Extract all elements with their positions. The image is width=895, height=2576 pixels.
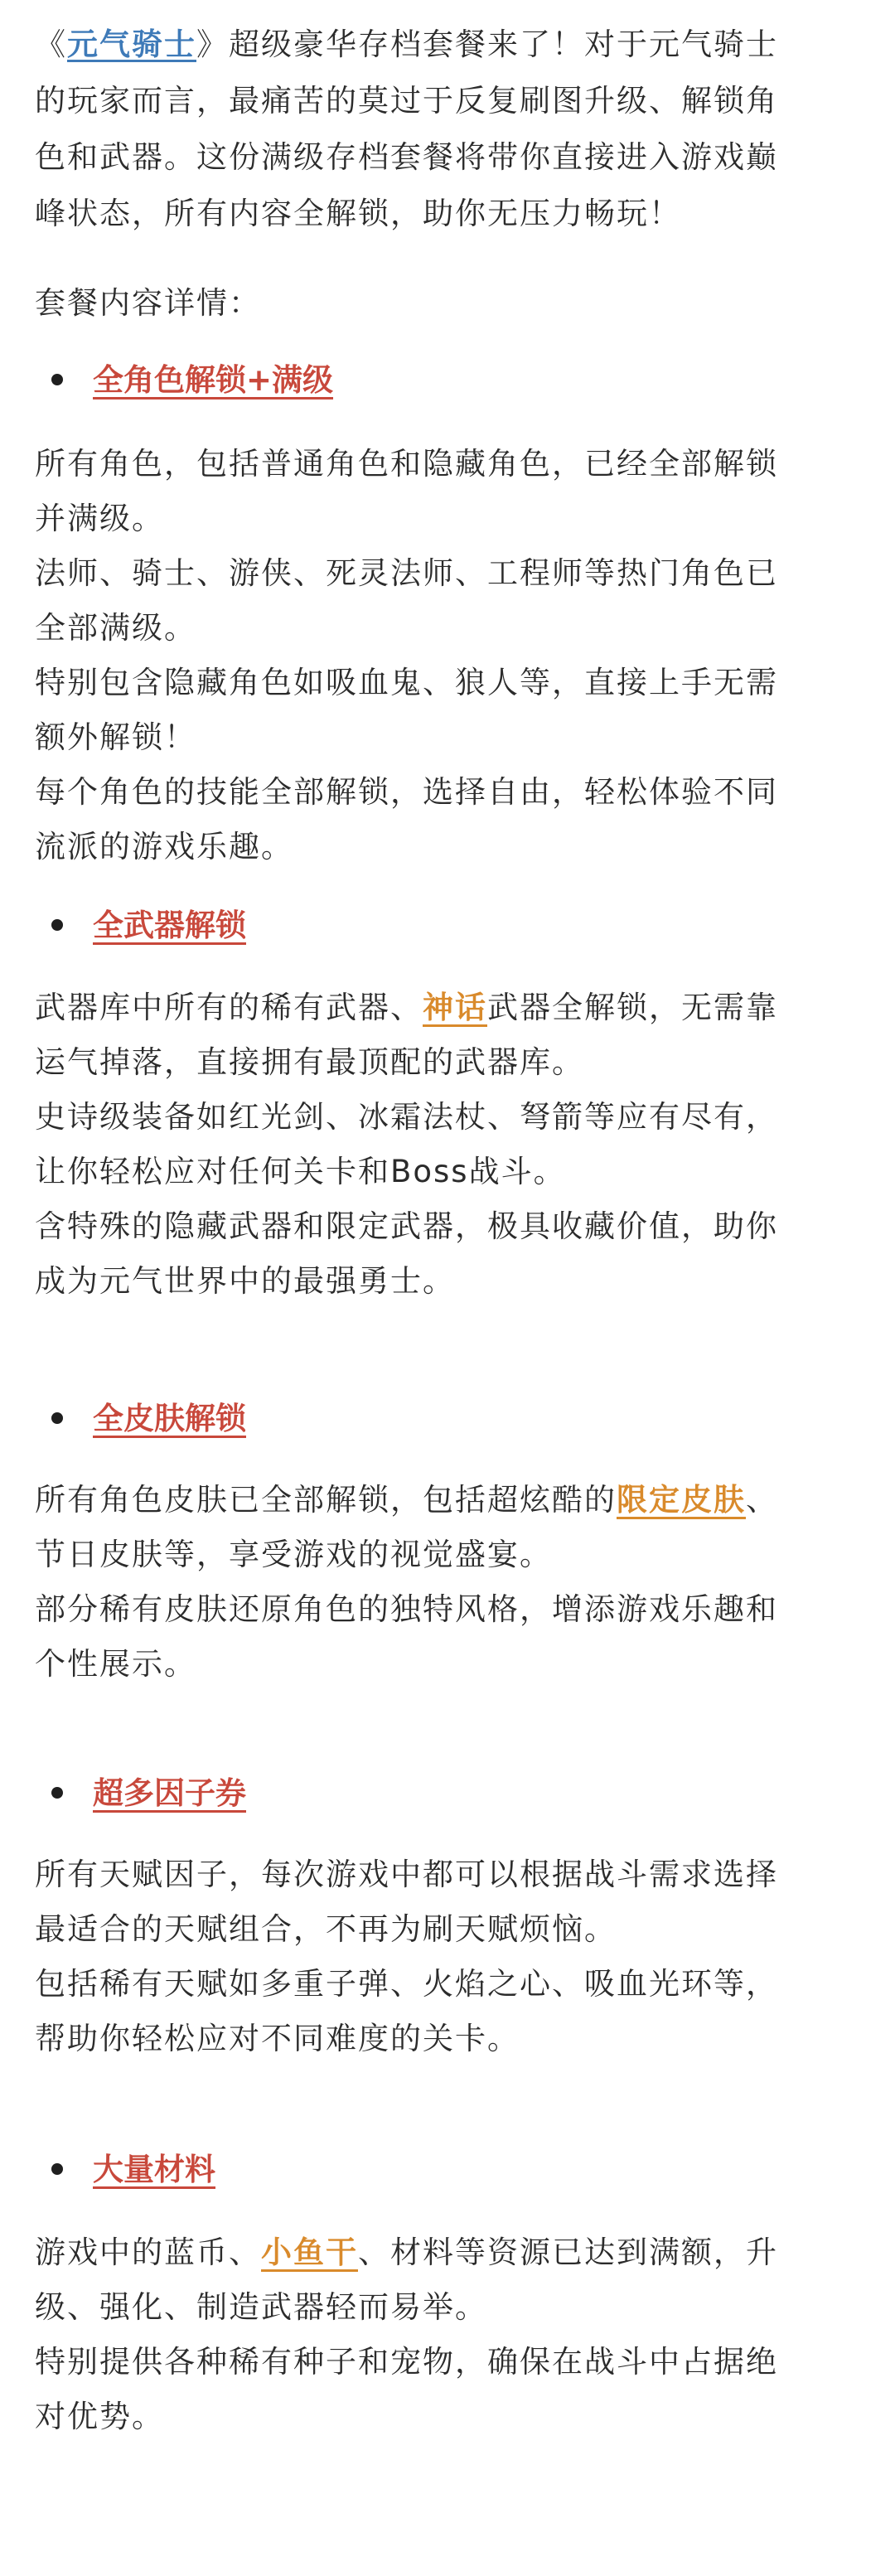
section-line: 额外解锁！ — [35, 719, 196, 755]
section-heading-roles: 全角色解锁+满级 — [93, 362, 334, 398]
section-line-text: 、 — [746, 1482, 778, 1518]
intro-line-4: 峰状态，所有内容全解锁，助你无压力畅玩！ — [35, 196, 681, 231]
section-heading-materials: 大量材料 — [93, 2152, 215, 2187]
intro-line-1-text: 》超级豪华存档套餐来了！对于元气骑士 — [196, 27, 778, 62]
section-line: 特别包含隐藏角色如吸血鬼、狼人等，直接上手无需 — [35, 665, 778, 700]
section-line: 部分稀有皮肤还原角色的独特风格，增添游戏乐趣和 — [35, 1591, 778, 1627]
highlight-dried-fish: 小鱼干 — [261, 2235, 358, 2270]
section-heading-factor-vouchers: 超多因子券 — [93, 1775, 246, 1811]
bullet-dot — [51, 374, 63, 385]
section-line — [35, 2237, 778, 2268]
section-line: 运气掉落，直接拥有最顶配的武器库。 — [35, 1044, 584, 1080]
section-line: 含特殊的隐藏武器和限定武器，极具收藏价值，助你 — [35, 1208, 778, 1244]
section-line: 让你轻松应对任何关卡和Boss战斗。 — [35, 1154, 566, 1189]
section-line-text: 武器库中所有的稀有武器、 — [35, 990, 423, 1025]
section-line-text: 武器全解锁，无需靠 — [487, 990, 778, 1025]
intro-bracket: 《 — [35, 27, 67, 62]
section-line: 所有天赋因子，每次游戏中都可以根据战斗需求选择 — [35, 1857, 778, 1892]
section-line: 全部满级。 — [35, 610, 196, 646]
bullet-dot — [51, 1412, 63, 1424]
section-line: 节日皮肤等，享受游戏的视觉盛宴。 — [35, 1537, 552, 1572]
intro-line-2: 的玩家而言，最痛苦的莫过于反复刷图升级、解锁角 — [35, 83, 778, 119]
highlight-limited-skins: 限定皮肤 — [617, 1482, 746, 1518]
section-line: 级、强化、制造武器轻而易举。 — [35, 2289, 487, 2325]
section-line: 每个角色的技能全部解锁，选择自由，轻松体验不同 — [35, 774, 778, 810]
section-line: 最适合的天赋组合，不再为刷天赋烦恼。 — [35, 1911, 617, 1947]
section-line — [35, 992, 778, 1023]
section-line — [35, 1482, 778, 1518]
section-line: 成为元气世界中的最强勇士。 — [35, 1263, 455, 1299]
bullet-dot — [51, 1787, 63, 1799]
intro-line-1 — [35, 29, 778, 60]
bullet-dot — [51, 919, 63, 931]
section-line: 并满级。 — [35, 501, 164, 536]
section-line: 帮助你轻松应对不同难度的关卡。 — [35, 2021, 520, 2056]
section-line: 对优势。 — [35, 2399, 164, 2434]
section-line: 包括稀有天赋如多重子弹、火焰之心、吸血光环等， — [35, 1966, 778, 2002]
section-heading-weapons: 全武器解锁 — [93, 908, 246, 943]
section-line: 所有角色，包括普通角色和隐藏角色，已经全部解锁 — [35, 446, 778, 482]
intro-line-3: 色和武器。这份满级存档套餐将带你直接进入游戏巅 — [35, 139, 778, 175]
section-line: 法师、骑士、游侠、死灵法师、工程师等热门角色已 — [35, 555, 778, 591]
section-line: 史诗级装备如红光剑、冰霜法杖、弩箭等应有尽有， — [35, 1099, 778, 1135]
section-line-text: 所有角色皮肤已全部解锁，包括超炫酷的 — [35, 1482, 617, 1518]
game-title-link[interactable]: 元气骑士 — [67, 27, 196, 62]
highlight-myth: 神话 — [423, 990, 487, 1025]
details-label: 套餐内容详情： — [35, 285, 261, 321]
section-line: 个性展示。 — [35, 1646, 196, 1682]
section-line: 流派的游戏乐趣。 — [35, 829, 293, 864]
bullet-dot — [51, 2163, 63, 2175]
section-line-text: 、材料等资源已达到满额，升 — [358, 2235, 778, 2270]
section-line: 特别提供各种稀有种子和宠物，确保在战斗中占据绝 — [35, 2344, 778, 2380]
section-line-text: 游戏中的蓝币、 — [35, 2235, 261, 2270]
section-heading-skins: 全皮肤解锁 — [93, 1401, 246, 1436]
